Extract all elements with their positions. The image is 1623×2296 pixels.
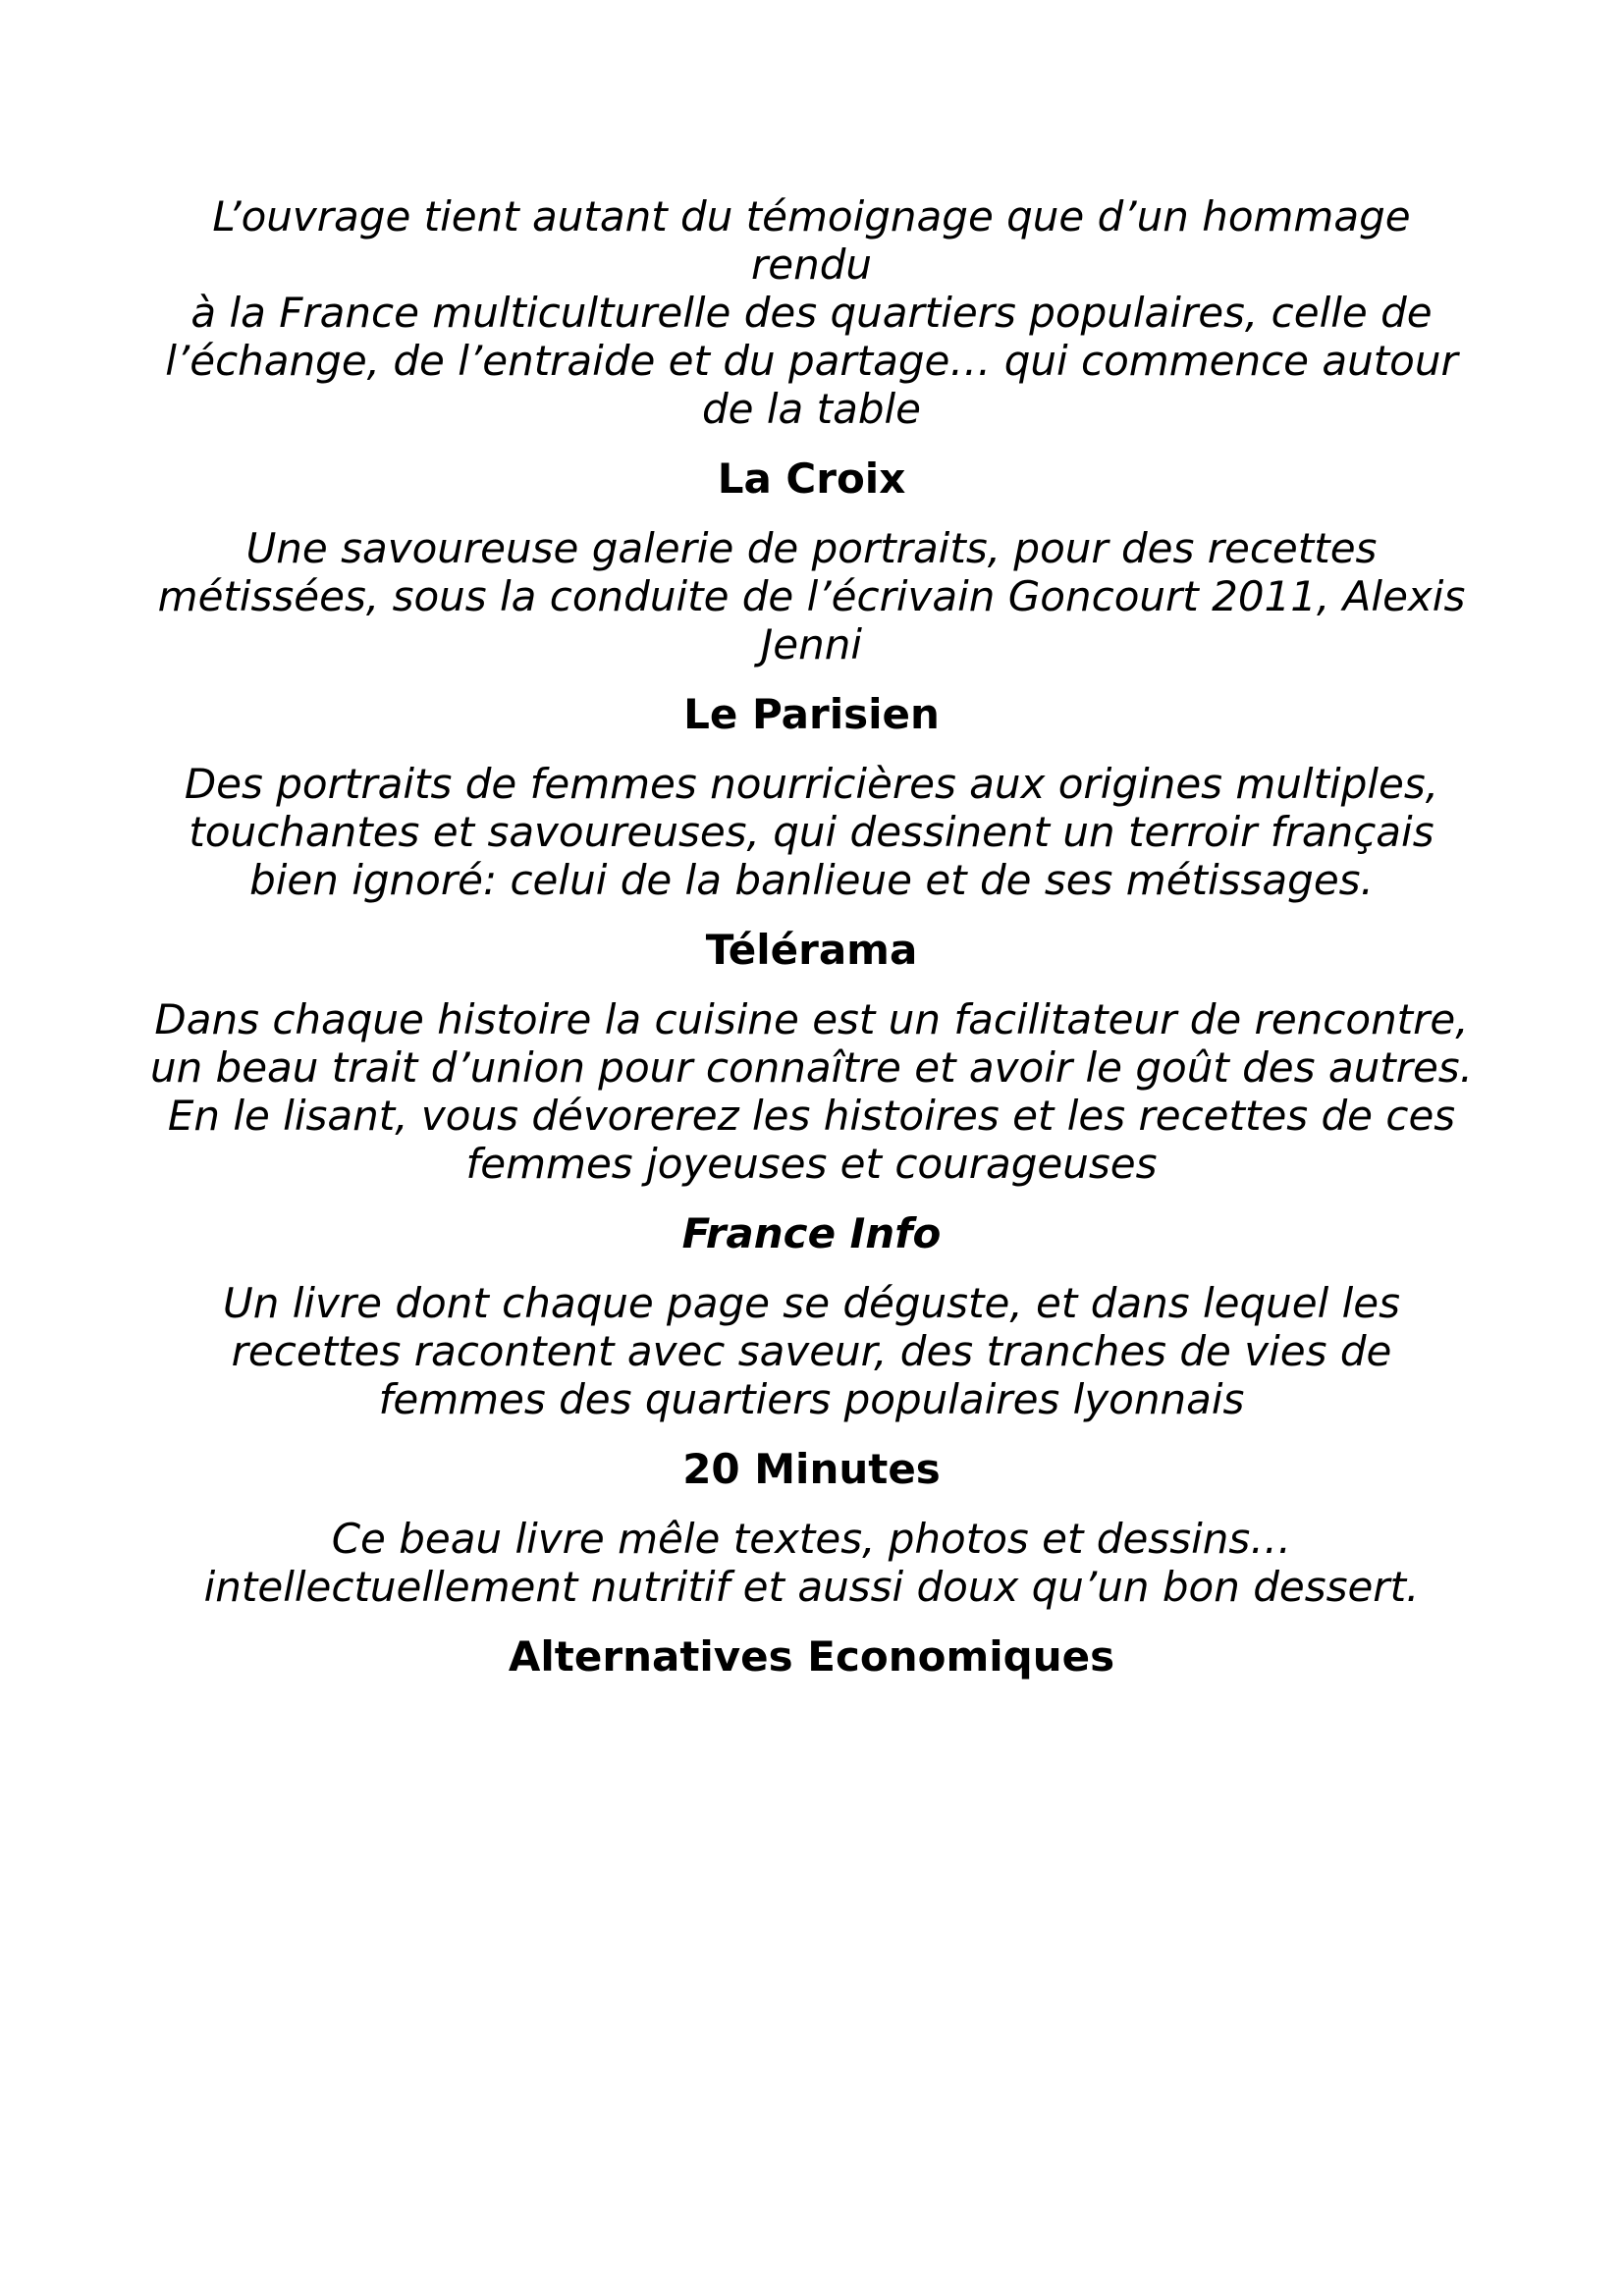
quote-line: En le lisant, vous dévorerez les histoires et les recettes de ces — [167, 1092, 1456, 1140]
quote-line: Ce beau livre mêle textes, photos et dessins… — [331, 1515, 1292, 1563]
quote-line: Jenni — [760, 620, 863, 668]
source-name: France Info — [681, 1209, 942, 1257]
source-name: Le Parisien — [683, 690, 940, 738]
source-name: Télérama — [705, 926, 918, 974]
quote-paragraph — [147, 760, 1476, 904]
quote-line: de la table — [702, 385, 921, 433]
quote-paragraph — [147, 995, 1476, 1188]
quote-paragraph — [147, 524, 1476, 668]
quote-line: à la France multiculturelle des quartiers populaires, celle de — [190, 289, 1433, 337]
quote-paragraph — [147, 1279, 1476, 1423]
quote-line: l’échange, de l’entraide et du partage… qui commence autour — [165, 337, 1458, 385]
quote-line: Des portraits de femmes nourricières aux origines multiples, — [184, 760, 1439, 808]
quote-line: intellectuellement nutritif et aussi doux qu’un bon dessert. — [203, 1563, 1420, 1611]
source-name: 20 Minutes — [682, 1445, 941, 1493]
quote-line: recettes racontent avec saveur, des tranches de vies de — [231, 1327, 1392, 1375]
source-name: La Croix — [717, 454, 906, 503]
quote-line: femmes des quartiers populaires lyonnais — [378, 1375, 1245, 1423]
quote-line: Un livre dont chaque page se déguste, et dans lequel les — [222, 1279, 1400, 1327]
quote-line: femmes joyeuses et courageuses — [465, 1140, 1158, 1188]
quote-line: métissées, sous la conduite de l’écrivain Goncourt 2011, Alexis — [157, 572, 1466, 620]
quote-line: bien ignoré: celui de la banlieue et de ses métissages. — [249, 856, 1374, 904]
quote-line: L’ouvrage tient autant du témoignage que d’un hommage rendu — [212, 192, 1411, 289]
quote-line: un beau trait d’union pour connaître et avoir le goût des autres. — [149, 1043, 1474, 1092]
quote-paragraph — [147, 192, 1476, 433]
quote-line: touchantes et savoureuses, qui dessinent un terroir français — [189, 808, 1434, 856]
quote-line: Dans chaque histoire la cuisine est un facilitateur de rencontre, — [154, 995, 1469, 1043]
quote-line: Une savoureuse galerie de portraits, pour des recettes — [245, 524, 1378, 572]
quote-paragraph — [147, 1515, 1476, 1611]
source-name: Alternatives Economiques — [508, 1632, 1115, 1681]
